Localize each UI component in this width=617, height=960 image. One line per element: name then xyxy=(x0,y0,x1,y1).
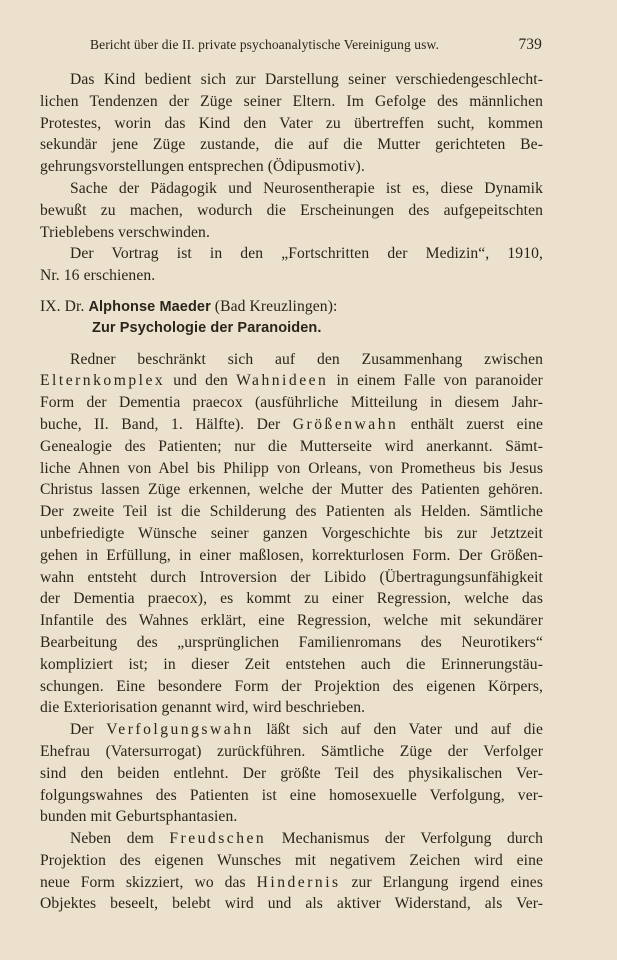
section-number: IX. Dr. xyxy=(40,297,89,315)
text-line: sekundär jene Züge zustande, die auf die Mutter gerichteten Be- xyxy=(40,136,543,154)
text-line: Trieblebens verschwinden. xyxy=(40,223,210,241)
text-line: Der Verfolgungswahn läßt sich auf den Vater und auf die xyxy=(70,721,543,739)
section-gap xyxy=(40,340,543,349)
text-line: Das Kind bedient sich zur Darstellung seiner verschiedengeschlecht- xyxy=(70,71,543,88)
text-line: Der zweite Teil ist die Schilderung des Patienten als Helden. Sämtliche xyxy=(40,503,543,521)
text-line: Projektion des eigenen Wunsches mit negativem Zeichen wird eine xyxy=(40,851,543,869)
text-line: Genealogie des Patienten; nur die Mutterseite wird anerkannt. Sämt- xyxy=(40,437,543,455)
text-line: Redner beschränkt sich auf den Zusammenhang zwischen xyxy=(70,350,543,368)
emphasis-text: Freudschen xyxy=(169,830,267,848)
text-line: wahn entsteht durch Introversion der Libido (Übertragungsunfähigkeit xyxy=(40,568,543,586)
text-line: Bearbeitung des „ursprünglichen Familienromans des Neurotikers“ xyxy=(40,633,543,651)
text-line: kompliziert ist; in dieser Zeit entstehen auch die Erinnerungstäu- xyxy=(40,655,543,673)
text-line: schungen. Eine besondere Form der Projektion des eigenen Körpers, xyxy=(40,677,543,695)
section-title: Zur Psychologie der Paranoiden. xyxy=(92,319,322,336)
text-line: neue Form skizziert, wo das Hindernis zur Erlangung irgend eines xyxy=(40,873,543,891)
emphasis-text: Elternkomplex xyxy=(40,372,166,390)
text-line: Nr. 16 erschienen. xyxy=(40,267,156,285)
text-line: der Dementia praecox), es kommt zu einer Regression, welche das xyxy=(40,590,543,608)
emphasis-text: Wahnideen xyxy=(236,372,329,390)
running-title: Bericht über die II. private psychoanalytische Vereinigung usw. xyxy=(90,37,439,52)
emphasis-text: Hindernis xyxy=(256,873,341,891)
text-line: buche, II. Band, 1. Hälfte). Der Größenwahn enthält zuerst eine xyxy=(40,415,544,433)
section-gap xyxy=(40,287,543,296)
text-line: gehen in Erfüllung, in einer maßlosen, korrekturlosen Form. Der Größen- xyxy=(40,546,543,564)
text-line: Christus lassen Züge erkennen, welche der Mutter des Patienten gehören. xyxy=(40,481,543,499)
text-line: bewußt zu machen, wodurch die Erscheinungen des aufgepeitschten xyxy=(40,201,543,219)
text-line: bunden mit Geburtsphantasien. xyxy=(40,808,238,826)
author-name: Alphonse Maeder xyxy=(88,298,211,315)
emphasis-text: Verfolgungswahn xyxy=(106,721,254,739)
emphasis-text: Größenwahn xyxy=(292,415,399,433)
text-line: Neben dem Freudschen Mechanismus der Verfolgung durch xyxy=(70,830,543,848)
section-heading xyxy=(40,296,543,318)
text-line: Der Vortrag ist in den „Fortschritten der Medizin“, 1910, xyxy=(70,245,543,263)
text-line: unbefriedigte Wünsche seiner ganzen Vorgeschichte bis zur Jetztzeit xyxy=(40,524,543,542)
text-line: Protestes, worin das Kind den Vater zu übertreffen sucht, kommen xyxy=(40,114,543,132)
page-number: 739 xyxy=(518,36,542,53)
text-line: lichen Tendenzen der Züge seiner Eltern. Im Gefolge des männlichen xyxy=(40,92,543,110)
page-body xyxy=(40,69,543,915)
text-line: Form der Dementia praecox (ausführliche Mitteilung in diesem Jahr- xyxy=(40,394,543,412)
running-header xyxy=(90,36,542,54)
text-line: die Exteriorisation genannt wird, wird beschrieben. xyxy=(40,699,366,717)
text-line: folgungswahnes des Patienten ist eine homosexuelle Verfolgung, ver- xyxy=(40,786,543,804)
text-line: gehrungsvorstellungen entsprechen (Ödipusmotiv). xyxy=(40,158,365,176)
text-line: Objektes beseelt, belebt wird und als aktiver Widerstand, als Ver- xyxy=(40,895,543,913)
text-line: sind den beiden entlehnt. Der größte Teil des physikalischen Ver- xyxy=(40,764,543,782)
text-line: liche Ahnen von Abel bis Philipp von Orleans, von Prometheus bis Jesus xyxy=(40,459,543,477)
text-line: Sache der Pädagogik und Neurosentherapie ist es, diese Dynamik xyxy=(70,179,543,197)
text-line: Infantile des Wahnes erklärt, eine Regression, welche mit sekundärer xyxy=(40,612,543,630)
text-line: Ehefrau (Vatersurrogat) zurückführen. Sämtliche Züge der Verfolger xyxy=(40,742,543,760)
text-line: Elternkomplex und den Wahnideen in einem Falle von paranoider xyxy=(40,372,543,390)
author-place: (Bad Kreuzlingen): xyxy=(210,297,338,315)
